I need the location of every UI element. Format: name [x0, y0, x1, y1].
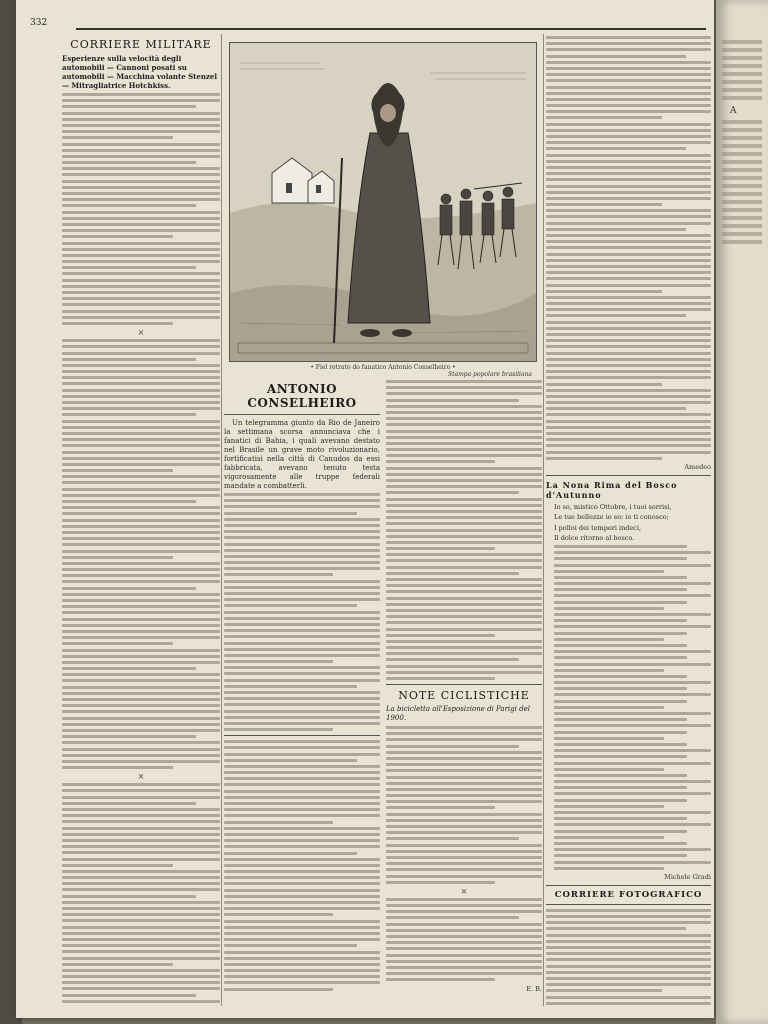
poem-line: Le tue bellezze io so: io ti conosco;	[554, 513, 669, 522]
center-subcolumn-left	[224, 378, 380, 995]
article-text-block	[546, 36, 711, 460]
article-text-block	[62, 339, 220, 559]
newspaper-page	[16, 0, 714, 1018]
article-text-block	[386, 726, 542, 884]
illustration-caption: • Fiel retrato do fanatico Antonio Conselheiro •	[310, 364, 456, 371]
column-rule	[221, 34, 222, 1006]
illustration-credit: Stampa popolare brasiliana	[448, 371, 532, 378]
article-text-block	[62, 562, 220, 769]
article-lead: Un telegramma giunto da Rio de Janeiro la settimana scorsa annunciava che i fanatici di Bahia, i quali avevano destato nel Brasile un grave moto rivoluzionario, fortificatisi nella città di Canudos da essi fabbricata, avevano tenuto testa vigorosamente alle truppe federali mandate a combatterli.	[224, 419, 380, 490]
article-text-block	[386, 380, 542, 680]
corriere-fotografico-title: CORRIERE FOTOGRAFICO	[554, 889, 703, 900]
note-ciclistiche-title: NOTE CICLISTICHE	[398, 689, 530, 702]
article-text-block	[62, 93, 220, 325]
article-text-block	[224, 740, 380, 991]
title-rule	[546, 904, 711, 905]
left-column	[62, 34, 220, 1006]
poem-line: Io so, mistico Ottobre, i tuoi sorrisi,	[554, 502, 672, 511]
poem-text-block	[554, 545, 711, 870]
article-text-block	[546, 909, 711, 1006]
section-rule	[546, 885, 711, 886]
header-rule	[76, 28, 706, 30]
center-signature: E. B.	[526, 984, 542, 993]
corriere-militare-subtitle: Esperienze sulla velocità degli automobili — Cannoni posati su automobili — Macchina volante Stenzel — Mitragliatrice Hotchkiss.	[62, 54, 218, 90]
conselheiro-illustration	[229, 42, 537, 362]
section-rule	[224, 735, 380, 736]
next-page-letter: A	[730, 106, 737, 116]
article-text-block	[62, 783, 220, 1006]
corriere-militare-title: CORRIERE MILITARE	[70, 38, 212, 51]
poem-line: I polloi dei tempori indeci,	[554, 523, 642, 532]
article-text-block	[386, 898, 542, 981]
center-subcolumns	[224, 378, 542, 995]
poem-line: Il dolce ritorno al bosco.	[554, 534, 635, 543]
center-column	[224, 34, 542, 1006]
section-rule	[386, 684, 542, 685]
column-rule	[543, 34, 544, 1006]
note-ciclistiche-subtitle: La bicicletta all'Esposizione di Parigi del 1900.	[386, 705, 530, 722]
article-text-block	[224, 493, 380, 731]
next-page-edge	[716, 0, 768, 1024]
antonio-conselheiro-title: ANTONIO CONSELHEIRO	[247, 382, 357, 410]
section-separator: ×	[460, 886, 468, 896]
poem-author-signature: Amedeo	[684, 462, 711, 471]
poem-signature: Michele Gradi	[664, 872, 711, 881]
section-separator: ×	[137, 772, 145, 782]
center-subcolumn-right	[386, 378, 542, 995]
title-rule	[224, 414, 380, 415]
poem-title: La Nona Rima del Bosco d'Autunno	[546, 479, 678, 500]
section-separator: ×	[137, 328, 145, 338]
right-column	[546, 34, 711, 1006]
section-rule	[546, 475, 711, 476]
page-number: 332	[30, 18, 48, 28]
